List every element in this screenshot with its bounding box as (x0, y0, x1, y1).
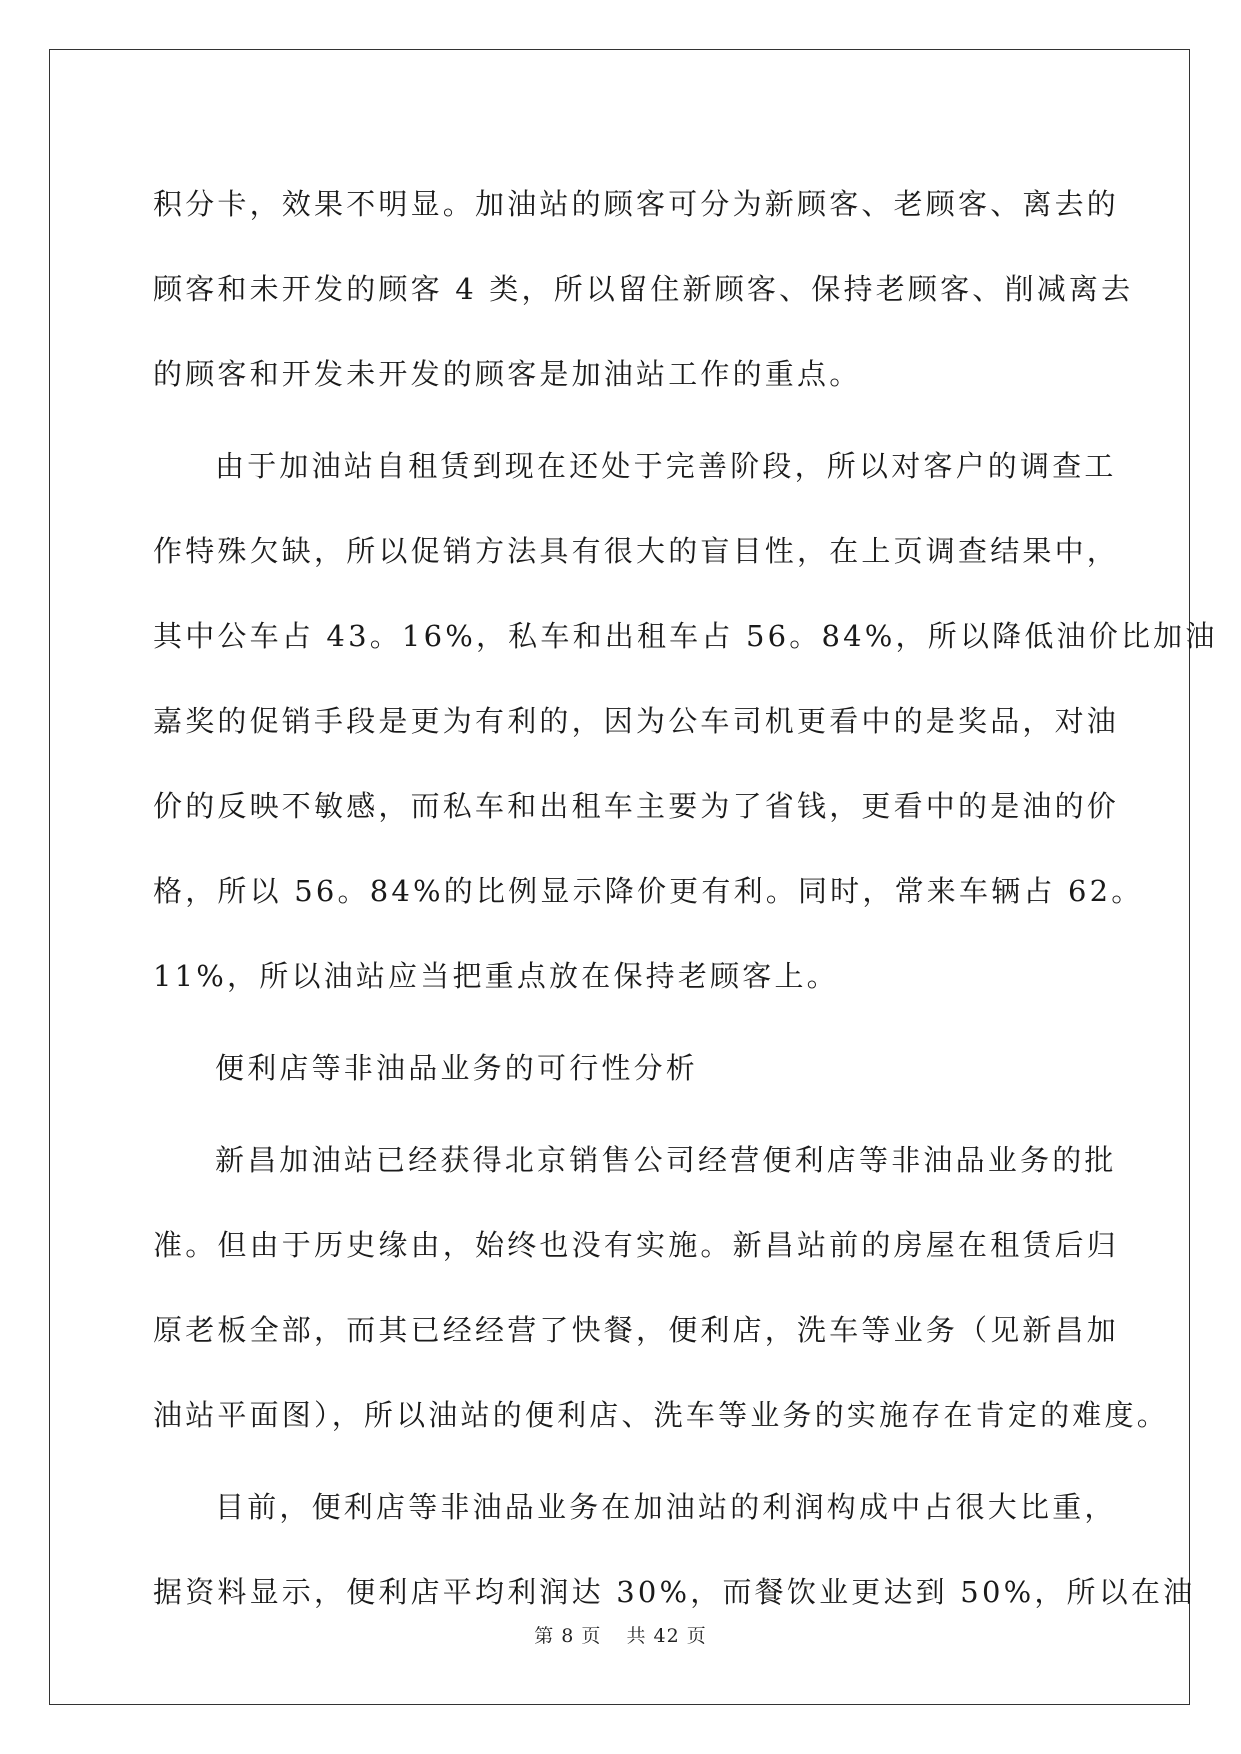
text-line: 顾客和未开发的顾客 4 类，所以留住新顾客、保持老顾客、削减离去 (153, 272, 1134, 306)
text-line: 格，所以 56。84%的比例显示降价更有利。同时，常来车辆占 62。 (153, 874, 1144, 908)
text-line: 嘉奖的促销手段是更为有利的，因为公车司机更看中的是奖品，对油 (153, 704, 1120, 738)
page-footer (0, 1621, 1241, 1648)
text-line: 新昌加油站已经获得北京销售公司经营便利店等非油品业务的批 (215, 1143, 1117, 1177)
text-line: 积分卡，效果不明显。加油站的顾客可分为新顾客、老顾客、离去的 (153, 187, 1120, 221)
document-body (153, 162, 1218, 1642)
text-line: 据资料显示，便利店平均利润达 30%，而餐饮业更达到 50%，所以在油 (153, 1575, 1196, 1609)
text-line: 11%，所以油站应当把重点放在保持老顾客上。 (153, 959, 839, 993)
text-line: 其中公车占 43。16%，私车和出租车占 56。84%，所以降低油价比加油 (153, 619, 1218, 653)
text-line: 原老板全部，而其已经经营了快餐，便利店，洗车等业务（见新昌加 (153, 1313, 1120, 1347)
paragraph-4 (153, 1118, 1169, 1458)
text-line: 作特殊欠缺，所以促销方法具有很大的盲目性，在上页调查结果中， (153, 534, 1120, 568)
page-number: 第 8 页 (534, 1625, 602, 1647)
paragraph-1 (153, 162, 1134, 417)
text-line: 油站平面图），所以油站的便利店、洗车等业务的实施存在肯定的难度。 (153, 1398, 1169, 1432)
text-line: 目前，便利店等非油品业务在加油站的利润构成中占很大比重， (215, 1490, 1117, 1524)
page-total: 共 42 页 (626, 1625, 707, 1647)
text-line: 的顾客和开发未开发的顾客是加油站工作的重点。 (153, 357, 862, 391)
paragraph-5 (153, 1465, 1196, 1635)
section-heading (153, 1026, 1088, 1111)
text-line: 准。但由于历史缘由，始终也没有实施。新昌站前的房屋在租赁后归 (153, 1228, 1120, 1262)
text-line: 价的反映不敏感，而私车和出租车主要为了省钱，更看中的是油的价 (153, 789, 1120, 823)
text-line: 便利店等非油品业务的可行性分析 (215, 1051, 699, 1085)
paragraph-2 (153, 424, 1218, 1019)
text-line: 由于加油站自租赁到现在还处于完善阶段，所以对客户的调查工 (215, 449, 1117, 483)
